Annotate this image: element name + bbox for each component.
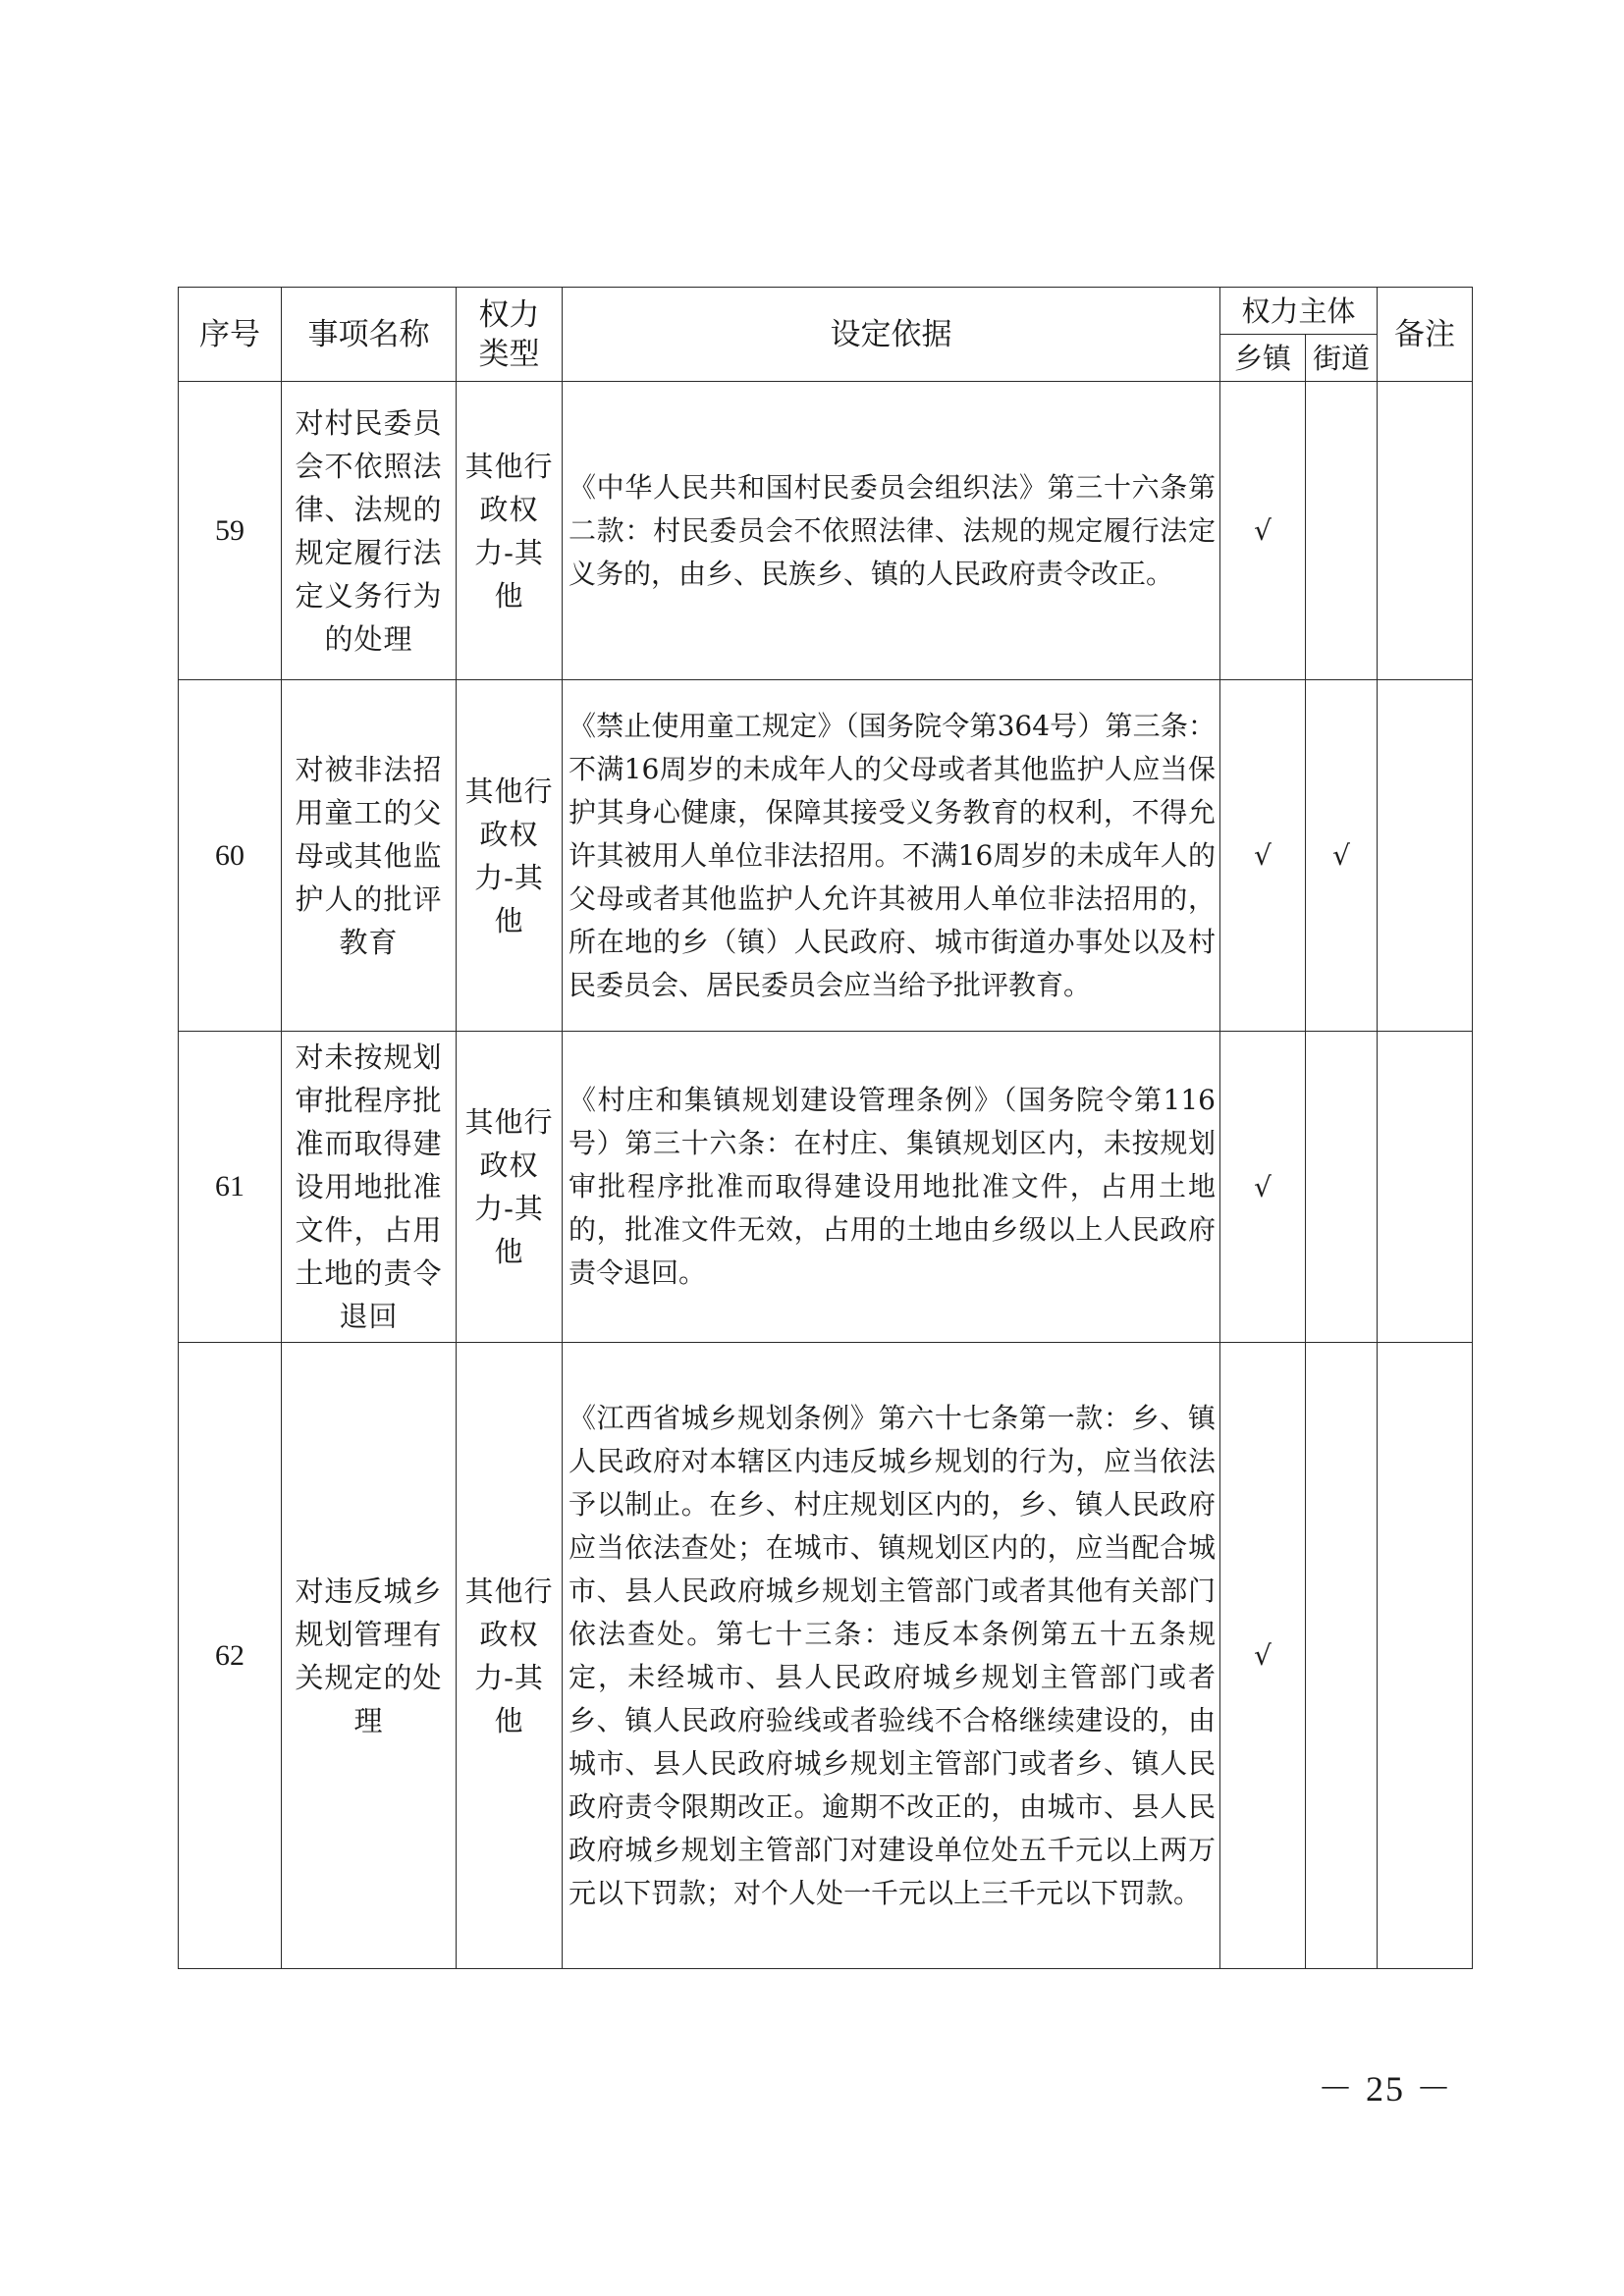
header-item-name: 事项名称 [282, 288, 457, 382]
row-power-type: 其他行政权力-其他 [457, 1343, 563, 1969]
row-subdistrict-check [1306, 1343, 1378, 1969]
row-item-name: 对违反城乡规划管理有关规定的处理 [282, 1343, 457, 1969]
row-seq: 60 [179, 680, 282, 1032]
row-basis: 《禁止使用童工规定》（国务院令第364号）第三条：不满16周岁的未成年人的父母或者其他监护人应当保护其身心健康，保障其接受义务教育的权利，不得允许其被用人单位非法招用。不满16周岁的未成年人的父母或者其他监护人允许其被用人单位非法招用的，所在地的乡（镇）人民政府、城市街道办事处以及村民委员会、居民委员会应当给予批评教育。 [563, 680, 1220, 1032]
row-subdistrict-check: √ [1306, 680, 1378, 1032]
row-basis: 《村庄和集镇规划建设管理条例》（国务院令第116号）第三十六条：在村庄、集镇规划区内，未按规划审批程序批准而取得建设用地批准文件，占用土地的，批准文件无效，占用的土地由乡级以上人民政府责令退回。 [563, 1032, 1220, 1343]
row-subdistrict-check [1306, 1032, 1378, 1343]
row-remarks [1378, 382, 1473, 680]
header-subdistrict: 街道 [1306, 335, 1378, 382]
row-remarks [1378, 680, 1473, 1032]
row-power-type: 其他行政权力-其他 [457, 680, 563, 1032]
row-seq: 61 [179, 1032, 282, 1343]
row-seq: 59 [179, 382, 282, 680]
row-item-name: 对村民委员会不依照法律、法规的规定履行法定义务行为的处理 [282, 382, 457, 680]
table-row [179, 680, 1473, 1032]
row-township-check: √ [1220, 382, 1306, 680]
table-row [179, 382, 1473, 680]
table-row [179, 1343, 1473, 1969]
page-number: － 25 － [1317, 2069, 1453, 2109]
row-power-type: 其他行政权力-其他 [457, 1032, 563, 1343]
header-remarks: 备注 [1378, 288, 1473, 382]
row-remarks [1378, 1032, 1473, 1343]
table-row [179, 1032, 1473, 1343]
header-row-top [179, 288, 1473, 335]
row-seq: 62 [179, 1343, 282, 1969]
row-basis: 《中华人民共和国村民委员会组织法》第三十六条第二款：村民委员会不依照法律、法规的规定履行法定义务的，由乡、民族乡、镇的人民政府责令改正。 [563, 382, 1220, 680]
row-township-check: √ [1220, 680, 1306, 1032]
row-township-check: √ [1220, 1343, 1306, 1969]
row-remarks [1378, 1343, 1473, 1969]
header-basis: 设定依据 [563, 288, 1220, 382]
header-power-subject: 权力主体 [1220, 288, 1378, 335]
row-item-name: 对未按规划审批程序批准而取得建设用地批准文件，占用土地的责令退回 [282, 1032, 457, 1343]
header-seq: 序号 [179, 288, 282, 382]
header-power-type: 权力类型 [457, 288, 563, 382]
row-power-type: 其他行政权力-其他 [457, 382, 563, 680]
power-list-table [178, 287, 1473, 1969]
row-subdistrict-check [1306, 382, 1378, 680]
row-township-check: √ [1220, 1032, 1306, 1343]
row-basis: 《江西省城乡规划条例》第六十七条第一款：乡、镇人民政府对本辖区内违反城乡规划的行为，应当依法予以制止。在乡、村庄规划区内的，乡、镇人民政府应当依法查处；在城市、镇规划区内的，应当配合城市、县人民政府城乡规划主管部门或者其他有关部门依法查处。第七十三条：违反本条例第五十五条规定，未经城市、县人民政府城乡规划主管部门或者乡、镇人民政府验线或者验线不合格继续建设的，由城市、县人民政府城乡规划主管部门或者乡、镇人民政府责令限期改正。逾期不改正的，由城市、县人民政府城乡规划主管部门对建设单位处五千元以上两万元以下罚款；对个人处一千元以上三千元以下罚款。 [563, 1343, 1220, 1969]
row-item-name: 对被非法招用童工的父母或其他监护人的批评教育 [282, 680, 457, 1032]
header-township: 乡镇 [1220, 335, 1306, 382]
